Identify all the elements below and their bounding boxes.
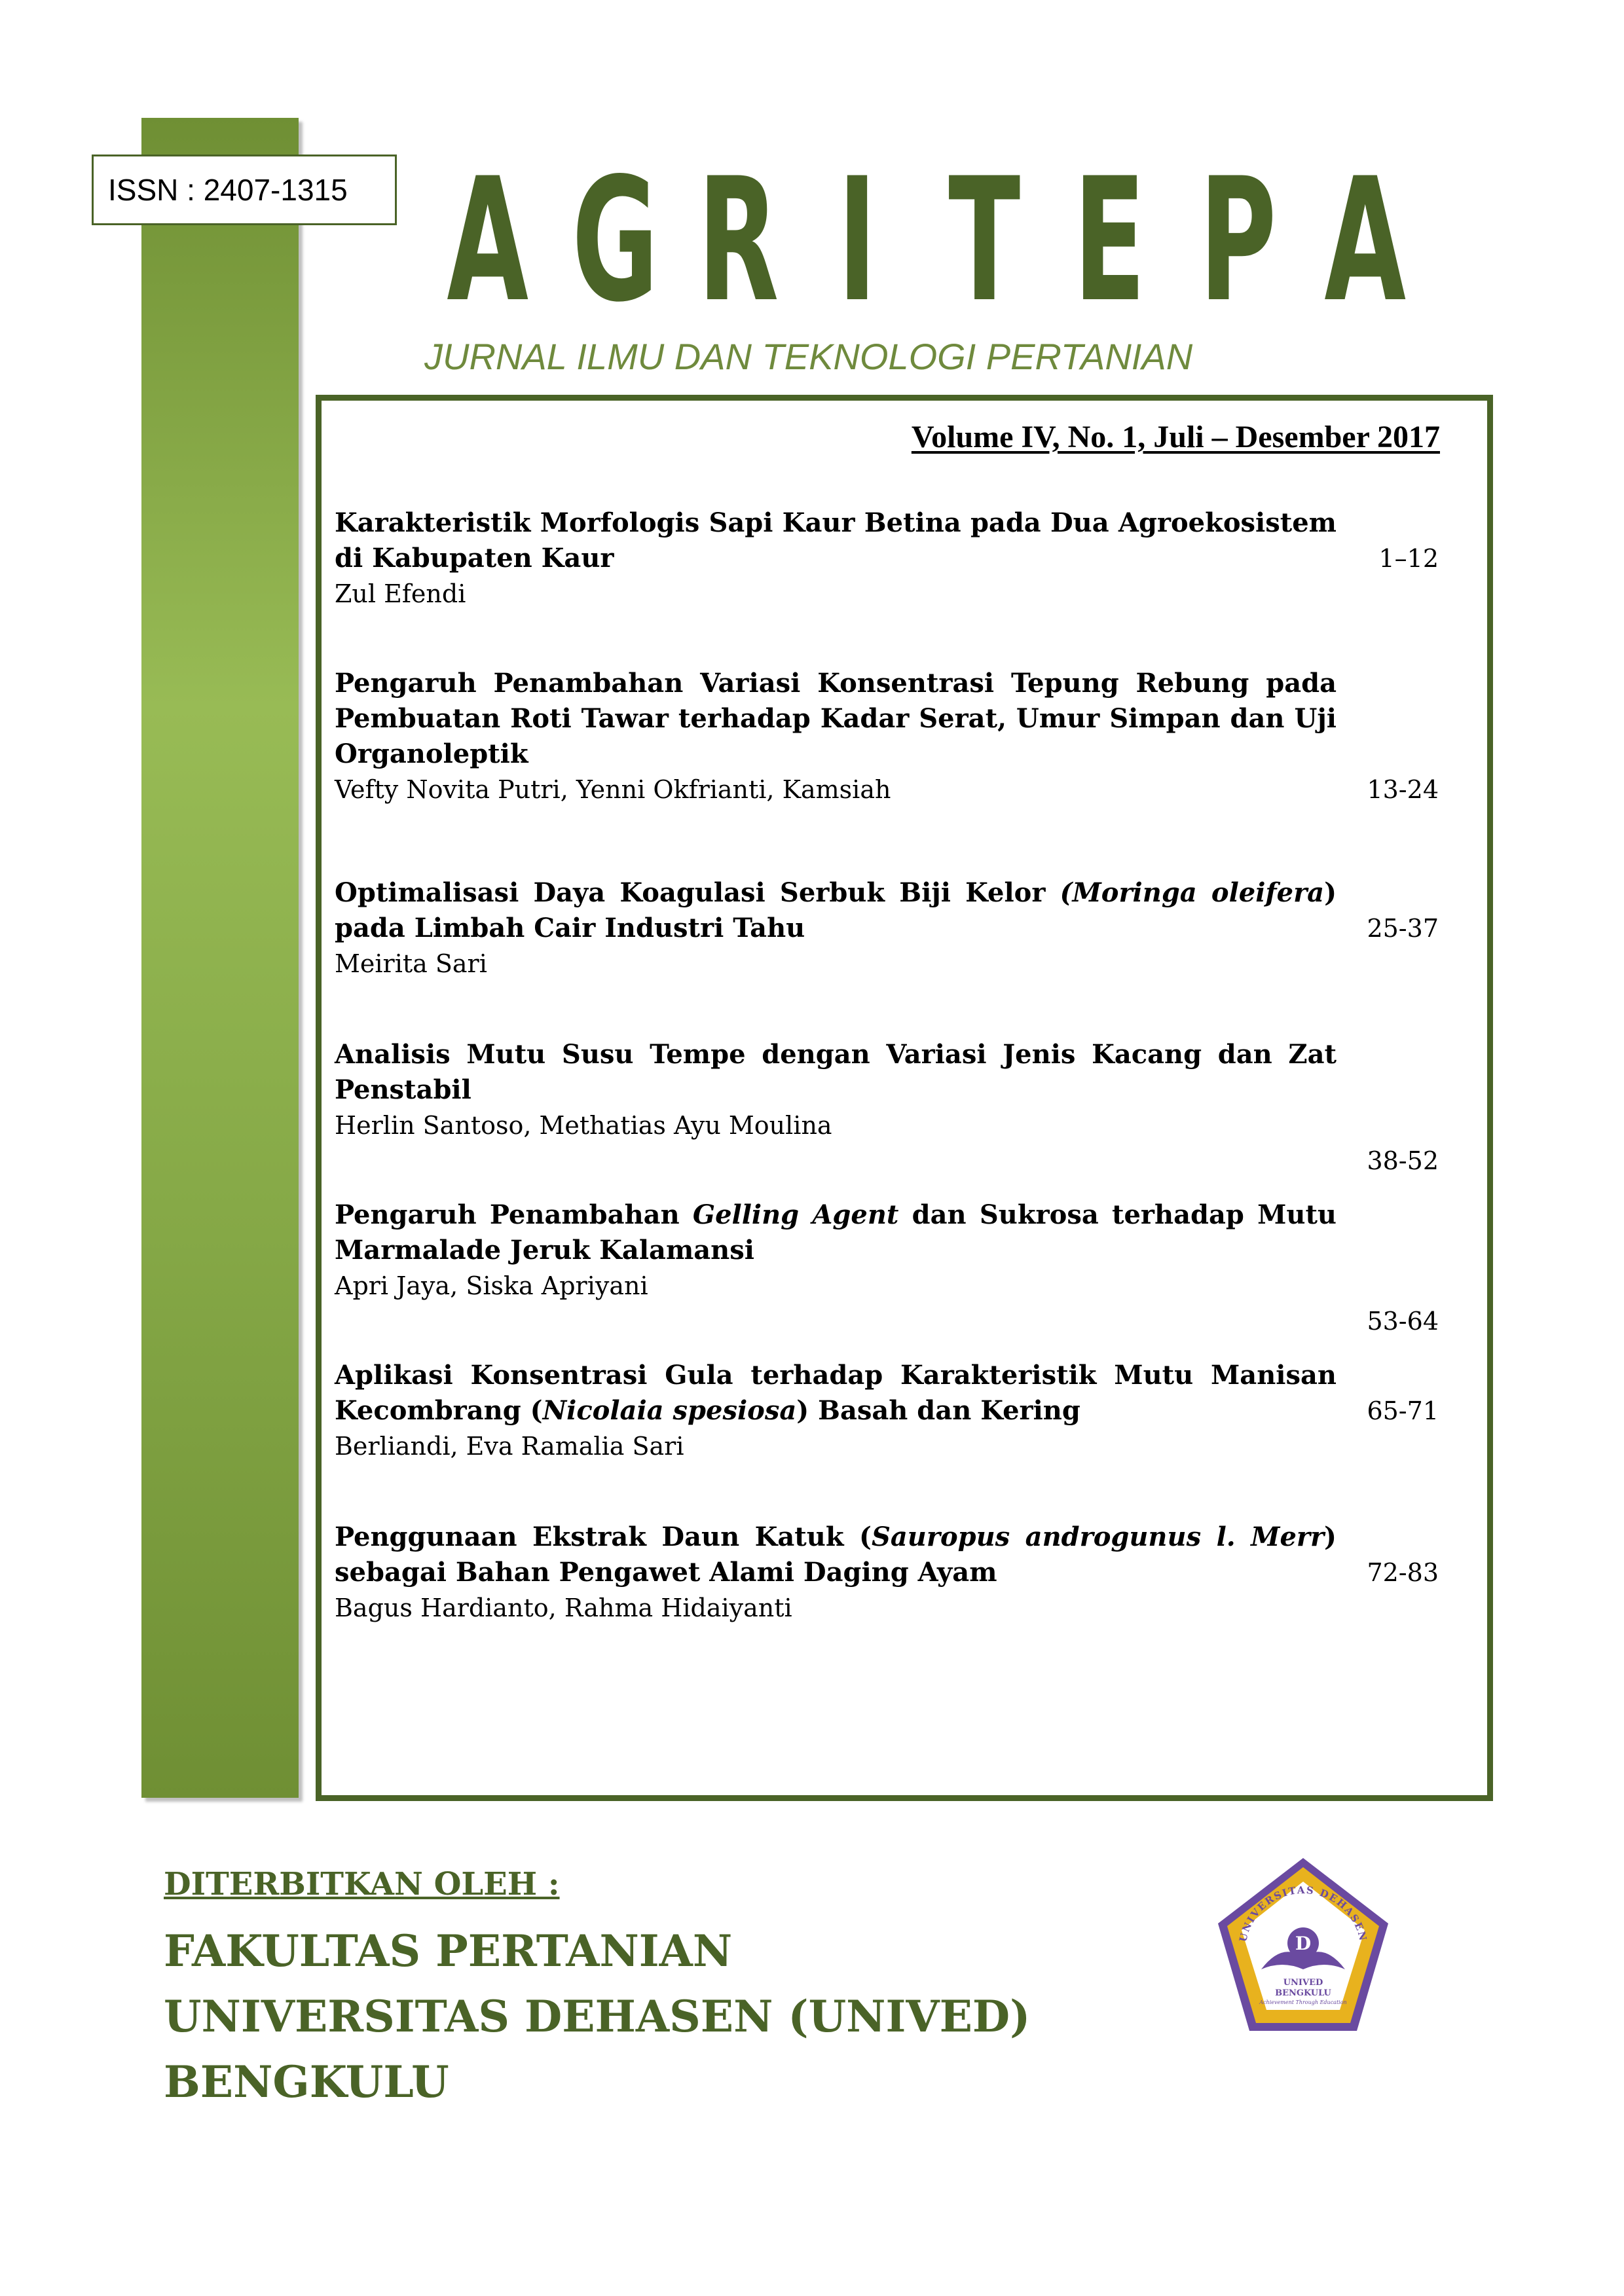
article-title-part: (Moringa oleifera [1060,877,1325,908]
article-title [335,505,1337,576]
masthead-letter: E [1073,142,1146,340]
article-title-part: Pengaruh Penambahan [335,1199,693,1230]
toc-article [335,1358,1481,1464]
article-pages: 38-52 [1367,1146,1439,1175]
masthead-letter: G [572,142,659,340]
article-title-part: Optimalisasi Daya Koagulasi Serbuk Biji Kelor [335,877,1060,908]
publisher-label: DITERBITKAN OLEH : [164,1866,560,1903]
article-title-part: ) Basah dan Kering [796,1395,1080,1426]
article-authors: Berliandi, Eva Ramalia Sari [335,1432,684,1461]
journal-masthead [426,136,1414,340]
logo-city: BENGKULU [1275,1988,1331,1998]
article-title-part: ) sebagai Bahan Pengawet Alami Daging Ayam [335,1522,1337,1588]
article-title-part: Karakteristik Morfologis Sapi Kaur Betina pada Dua Agroekosistem di Kabupaten Kaur [335,507,1337,574]
decorative-green-bar [141,118,299,1798]
masthead-letter: A [1324,142,1407,340]
publisher-block [164,1866,1030,2115]
article-title [335,1037,1337,1108]
article-pages: 25-37 [1367,914,1439,943]
volume-info: Volume IV, No. 1, Juli – Desember 2017 [911,420,1440,454]
article-pages: 13-24 [1367,775,1439,804]
publisher-line: BENGKULU [164,2056,449,2107]
issn-label: ISSN : 2407-1315 [92,155,397,225]
article-authors: Bagus Hardianto, Rahma Hidaiyanti [335,1594,792,1622]
article-pages: 1–12 [1378,544,1439,573]
article-title-part: Analisis Mutu Susu Tempe dengan Variasi Jenis Kacang dan Zat Penstabil [335,1039,1337,1105]
article-title-part: Nicolaia spesiosa [542,1395,797,1426]
university-logo [1205,1853,1401,2049]
article-title [335,875,1337,946]
logo-name: UNIVED [1283,1978,1323,1988]
logo-letter: D [1295,1933,1312,1954]
article-authors: Vefty Novita Putri, Yenni Okfrianti, Kamsiah [335,775,891,804]
journal-subtitle: JURNAL ILMU DAN TEKNOLOGI PERTANIAN [424,336,1193,377]
masthead-letter: P [1198,142,1276,340]
publisher-line: UNIVERSITAS DEHASEN (UNIVED) [164,1991,1031,2042]
masthead-letter: A [447,142,529,340]
toc-article [335,1037,1481,1175]
article-title [335,1520,1337,1590]
logo-motto: Achievement Through Education [1259,1999,1347,2005]
toc-article [335,875,1481,981]
article-title [335,666,1337,772]
toc-article [335,1197,1481,1336]
article-pages: 72-83 [1367,1558,1439,1587]
masthead-letter: T [948,142,1020,340]
article-pages: 53-64 [1367,1307,1439,1336]
masthead-letter: R [697,142,779,340]
article-title-part: dan Sukrosa terhadap Mutu Marmalade Jeruk Kalamansi [335,1199,1337,1266]
masthead-letter: I [838,142,877,340]
article-title [335,1358,1337,1429]
article-authors: Meirita Sari [335,949,487,978]
article-authors: Zul Efendi [335,579,466,608]
article-pages: 65-71 [1367,1396,1439,1425]
article-title-part: Pengaruh Penambahan Variasi Konsentrasi Tepung Rebung pada Pembuatan Roti Tawar terhadap Kadar Serat, Umur Simpan dan Uji Organoleptik [335,668,1337,769]
toc-article [335,1520,1481,1626]
article-title-part: Aplikasi Konsentrasi Gula terhadap Karakteristik Mutu Manisan Kecombrang ( [335,1360,1337,1426]
article-title [335,1197,1337,1268]
article-authors: Apri Jaya, Siska Apriyani [335,1271,648,1300]
article-title-part: Gelling Agent [692,1199,899,1230]
publisher-line: FAKULTAS PERTANIAN [164,1925,733,1977]
table-of-contents [316,395,1493,1801]
article-title-part: ) pada Limbah Cair Industri Tahu [335,877,1337,943]
article-title-part: Sauropus androgunus l. Merr [871,1522,1325,1552]
article-authors: Herlin Santoso, Methatias Ayu Moulina [335,1111,832,1140]
toc-article [335,505,1481,611]
article-title-part: Penggunaan Ekstrak Daun Katuk ( [335,1522,872,1552]
toc-article [335,666,1481,807]
logo-ring-text: UNIVERSITAS DEHASEN [1237,1884,1369,1943]
